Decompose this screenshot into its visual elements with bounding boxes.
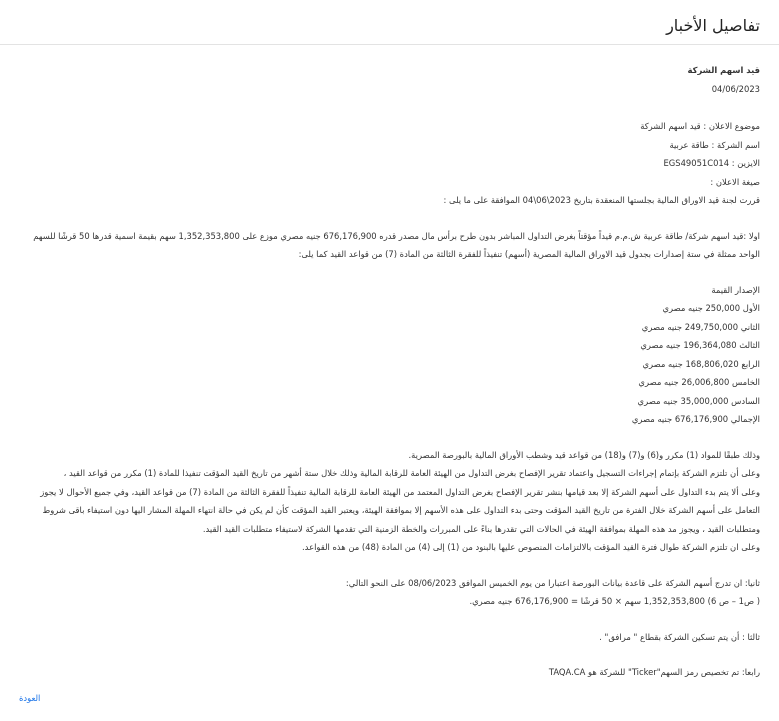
condition-item: وعلى ان تلتزم الشركة طوال فترة القيد المؤقت بالالتزامات المنصوص عليها بالبنود من (1) إلى (4) من المادة (48) من هذه القواعد. [302,542,760,552]
condition-item: وعلى ألا يتم بدء التداول على أسهم الشركة إلا بعد قيامها بنشر تقرير الإفصاح بغرض التداول المعتمد من الهيئة العامة للرقابة المالية تنفيذاً للفقرة الثالثة من المادة (7) من قواعد القيد، وفي جميع الأحوال لا يجوز التعامل على أسهم الشركة خلال الفترة من تاريخ القيد المؤقت وحتى بدء التداول على هذه الأسهم إلا بموافقة الهيئة، ويعتبر القيد المؤقت كأن لم يكن في حالة انتهاء المهلة المشار اليها دون استيفاء باقى شروط ومتطلبات القيد ، ويجوز مد هذه المهلة بموافقة الهيئة في الحالات التي تقدرها بناءً على المبررات والخطة الزمنية التي تقدمها الشركة لاستيفاء متطلبات القيد القيد. [40,486,760,534]
company-line: اسم الشركة : طاقة عربية [669,139,760,150]
page-title: تفاصيل الأخبار [666,16,760,35]
fourth-paragraph: رابعا: تم تخصيص رمز السهم"Ticker" للشركة هو TAQA.CA [548,667,760,677]
second-paragraph-line-2: ( ص1 – ص 6) 1,352,353,800 سهم × 50 قرشًا = 676,176,900 جنيه مصري. [469,596,760,606]
topic-line: موضوع الاعلان : قيد اسهم الشركة [640,121,760,131]
issues-list [19,299,760,429]
issue-row: السادس 35,000,000 جنيه مصري [637,395,760,406]
issues-header: الإصدار القيمة [711,284,760,295]
issue-row: الرابع 168,806,020 جنيه مصري [642,358,760,369]
intro-line: قررت لجنة قيد الاوراق المالية بجلستها المنعقدة بتاريخ 2023\06\04 الموافقة على ما يلى : [443,195,760,205]
format-line: صيغة الاعلان : [710,176,760,187]
conditions-block [19,446,760,557]
issue-row-total: الإجمالي 676,176,900 جنيه مصري [631,414,760,424]
issue-row: الأول 250,000 جنيه مصري [662,303,760,313]
back-link[interactable]: العودة [19,693,41,703]
third-paragraph: ثالثا : أن يتم تسكين الشركة بقطاع " مرافق" . [599,631,760,642]
issue-row: الخامس 26,006,800 جنيه مصري [638,377,760,387]
condition-item: وعلى أن تلتزم الشركة بإتمام إجراءات التسجيل واعتماد تقرير الإفصاح بغرض التداول من الهيئة العامة للرقابة المالية وذلك خلال ستة أشهر من تاريخ القيد المؤقت تنفيذا للمادة (1) مكرر من قواعد القيد ، [63,468,760,478]
second-paragraph-line-1: ثانيا: ان تدرج أسهم الشركة على قاعدة بيانات البورصة اعتبارا من يوم الخميس الموافق 08/06/2023 على النحو التالي: [345,577,760,588]
issue-row: الثاني 249,750,000 جنيه مصري [641,321,760,332]
news-subject: قيد اسهم الشركة [687,65,760,75]
condition-item: وذلك طبقًا للمواد (1) مكرر و(6) و(7) و(18) من قواعد قيد وشطب الأوراق المالية بالبورصة المصرية. [408,449,760,460]
issue-row: الثالث 196,364,080 جنيه مصري [640,340,760,350]
news-date: 04/06/2023 [711,83,760,94]
title-divider [0,44,779,45]
isin-line: الايزين : EGS49051C014 [663,158,760,168]
first-paragraph: اولا :قيد اسهم شركة/ طاقة عربية ش.م.م قيداً مؤقتاً بغرض التداول المباشر بدون طرح برأس مال مصدر قدره 676,176,900 جنيه مصري موزع على 1,352,353,800 سهم بقيمة اسمية قدرها 50 قرشًا للسهم الواحد ممثلة في ستة إصدارات بجدول قيد الاوراق المالية المصرية (أسهم) تنفيذاً للفقرة الثالثة من المادة (7) من قواعد القيد كما يلى: [33,230,760,259]
